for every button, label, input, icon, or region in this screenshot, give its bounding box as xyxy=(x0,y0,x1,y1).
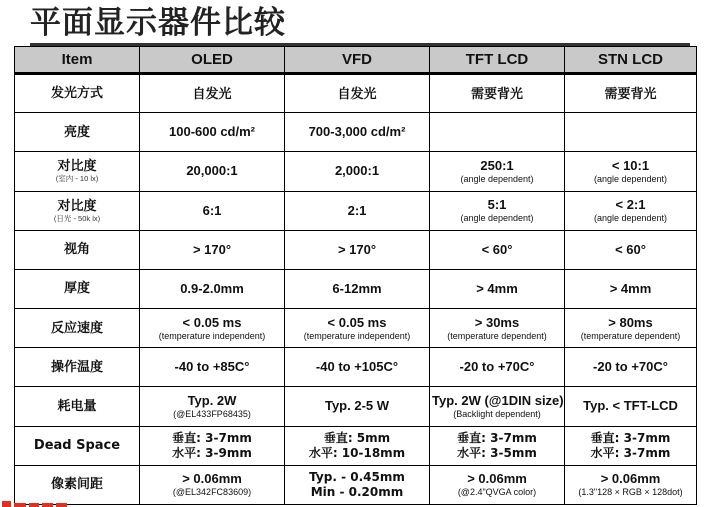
header-vfd: VFD xyxy=(285,47,430,74)
table-cell xyxy=(140,191,285,230)
table-cell xyxy=(430,191,565,230)
row-label-cell xyxy=(15,348,140,387)
table-cell xyxy=(430,74,565,113)
cell-note: (@2.4"QVGA color) xyxy=(457,487,537,498)
cell-note: (angle dependent) xyxy=(460,213,534,224)
cell-note: (Backlight dependent) xyxy=(453,408,541,419)
cell-note: (angle dependent) xyxy=(593,213,668,224)
row-label-condition: (室内 - 10 lx) xyxy=(55,174,99,184)
cell-note: (angle dependent) xyxy=(593,173,668,184)
table-row xyxy=(15,74,697,113)
cell-note: (@EL342FC83609) xyxy=(172,487,252,498)
table-cell xyxy=(140,465,285,504)
table-cell xyxy=(565,152,697,191)
cell-value: > 4mm xyxy=(609,280,652,296)
cell-value: < 0.05 ms xyxy=(182,314,242,330)
cell-value: 2,000:1 xyxy=(334,163,380,179)
table-row xyxy=(15,465,697,504)
table-cell xyxy=(430,269,565,308)
table-cell xyxy=(565,348,697,387)
cell-value: -40 to +85C° xyxy=(174,359,250,375)
cell-value: 6:1 xyxy=(202,202,222,218)
table-cell xyxy=(565,309,697,348)
cell-line: 垂直: 3-7mm xyxy=(172,430,252,445)
table-row xyxy=(15,348,697,387)
table-cell xyxy=(140,348,285,387)
cell-line: 水平: 3-9mm xyxy=(172,445,252,460)
row-label: 发光方式 xyxy=(50,86,103,102)
header-item: Item xyxy=(15,47,140,74)
cell-line: 水平: 3-7mm xyxy=(590,445,671,460)
table-cell xyxy=(285,465,430,504)
cell-value: -40 to +105C° xyxy=(315,359,399,375)
header-tft-lcd: TFT LCD xyxy=(430,47,565,74)
table-cell xyxy=(285,74,430,113)
cell-value: -20 to +70C° xyxy=(459,359,535,375)
table-cell xyxy=(285,348,430,387)
table-row xyxy=(15,191,697,230)
table-cell xyxy=(285,309,430,348)
table-cell xyxy=(430,113,565,152)
cell-value: -20 to +70C° xyxy=(593,359,668,375)
cell-line: 垂直: 3-7mm xyxy=(590,430,671,445)
cell-value: 需要背光 xyxy=(470,85,523,101)
table-cell xyxy=(430,230,565,269)
cell-value: 100-600 cd/m² xyxy=(169,124,255,140)
table-cell xyxy=(565,465,697,504)
cell-value: 20,000:1 xyxy=(186,163,238,179)
page-title: 平面显示器件比较 xyxy=(30,5,286,41)
cell-value: < 10:1 xyxy=(611,157,650,173)
cell-note: (angle dependent) xyxy=(460,173,534,184)
cell-value: 2:1 xyxy=(347,202,367,218)
cell-value: Typ. < TFT-LCD xyxy=(583,398,678,414)
comparison-table xyxy=(14,46,697,505)
table-row xyxy=(15,269,697,308)
row-label: 像素间距 xyxy=(50,477,103,493)
comparison-table-frame xyxy=(14,46,696,505)
row-label: 视角 xyxy=(63,242,90,258)
table-cell xyxy=(140,74,285,113)
table-row xyxy=(15,113,697,152)
cell-value: > 0.06mm xyxy=(600,471,661,487)
table-row xyxy=(15,152,697,191)
table-cell xyxy=(140,269,285,308)
cell-value: 250:1 xyxy=(480,157,514,173)
cell-note: (temperature dependent) xyxy=(447,330,547,341)
table-cell xyxy=(565,191,697,230)
cell-value: 0.9-2.0mm xyxy=(180,280,244,296)
table-cell xyxy=(565,113,697,152)
table-cell xyxy=(140,387,285,426)
cell-note: (temperature independent) xyxy=(158,330,266,341)
table-cell xyxy=(285,387,430,426)
table-cell xyxy=(140,230,285,269)
company-logo xyxy=(0,496,80,507)
table-cell xyxy=(285,113,430,152)
cell-value: > 170° xyxy=(337,241,377,257)
header-oled: OLED xyxy=(140,47,285,74)
table-row xyxy=(15,230,697,269)
table-cell xyxy=(140,426,285,465)
cell-line: Typ. - 0.45mm xyxy=(309,469,405,484)
row-label: 对比度 xyxy=(57,198,97,214)
table-cell xyxy=(565,387,697,426)
row-label: 反应速度 xyxy=(50,320,103,336)
table-cell xyxy=(565,74,697,113)
row-label: 厚度 xyxy=(63,281,90,297)
header-row xyxy=(15,47,697,74)
table-cell xyxy=(565,230,697,269)
row-label: 对比度 xyxy=(57,159,97,175)
table-cell xyxy=(285,426,430,465)
row-label-cell xyxy=(15,309,140,348)
row-label-condition: (日光 - 50k lx) xyxy=(53,213,101,223)
row-label-cell xyxy=(15,426,140,465)
table-cell xyxy=(430,426,565,465)
cell-value: 需要背光 xyxy=(604,85,657,101)
row-label-cell xyxy=(15,113,140,152)
cell-value: < 2:1 xyxy=(615,197,646,213)
row-label-cell xyxy=(15,269,140,308)
table-cell xyxy=(140,113,285,152)
row-label: 耗电量 xyxy=(57,398,97,414)
cell-value: > 80ms xyxy=(608,314,653,330)
table-cell xyxy=(565,426,697,465)
cell-value: 6-12mm xyxy=(332,280,382,296)
cell-value: > 4mm xyxy=(476,280,518,296)
table-cell xyxy=(430,387,565,426)
table-cell xyxy=(285,230,430,269)
row-label: Dead Space xyxy=(33,438,121,454)
header-stn-lcd: STN LCD xyxy=(565,47,697,74)
table-cell xyxy=(430,309,565,348)
cell-line: Min - 0.20mm xyxy=(310,484,404,499)
table-cell xyxy=(565,269,697,308)
cell-note: (@EL433FP68435) xyxy=(173,408,251,419)
row-label-cell xyxy=(15,74,140,113)
cell-value: < 60° xyxy=(481,241,513,257)
cell-note: (temperature independent) xyxy=(303,330,411,341)
cell-value: > 0.06mm xyxy=(182,471,242,487)
cell-value: < 0.05 ms xyxy=(327,314,387,330)
row-label-cell xyxy=(15,387,140,426)
row-label-cell xyxy=(15,230,140,269)
table-cell xyxy=(430,152,565,191)
cell-value: Typ. 2-5 W xyxy=(324,398,390,414)
row-label-cell xyxy=(15,191,140,230)
table-cell xyxy=(430,348,565,387)
cell-value: > 30ms xyxy=(474,314,520,330)
cell-value: 5:1 xyxy=(487,197,507,213)
cell-value: 自发光 xyxy=(192,85,232,101)
table-cell xyxy=(285,269,430,308)
cell-line: 垂直: 5mm xyxy=(323,430,391,445)
cell-value: Typ. 2W (@1DIN size) xyxy=(432,392,564,408)
cell-line: 水平: 3-5mm xyxy=(457,445,537,460)
cell-note: (temperature dependent) xyxy=(580,330,681,341)
table-cell xyxy=(140,152,285,191)
table-row xyxy=(15,309,697,348)
row-label-cell xyxy=(15,152,140,191)
cell-note: (1.3"128 × RGB × 128dot) xyxy=(578,487,683,498)
cell-value: 自发光 xyxy=(337,85,377,101)
cell-line: 水平: 10-18mm xyxy=(308,445,406,460)
cell-line: 垂直: 3-7mm xyxy=(457,430,537,445)
row-label: 操作温度 xyxy=(50,359,103,375)
cell-value: > 0.06mm xyxy=(467,471,527,487)
table-cell xyxy=(140,309,285,348)
row-label: 亮度 xyxy=(63,124,90,140)
table-cell xyxy=(430,465,565,504)
cell-value: 700-3,000 cd/m² xyxy=(308,124,406,140)
cell-value: < 60° xyxy=(615,241,646,257)
table-cell xyxy=(285,191,430,230)
table-cell xyxy=(285,152,430,191)
table-row xyxy=(15,426,697,465)
cell-value: > 170° xyxy=(192,241,232,257)
cell-value: Typ. 2W xyxy=(187,392,237,408)
table-row xyxy=(15,387,697,426)
